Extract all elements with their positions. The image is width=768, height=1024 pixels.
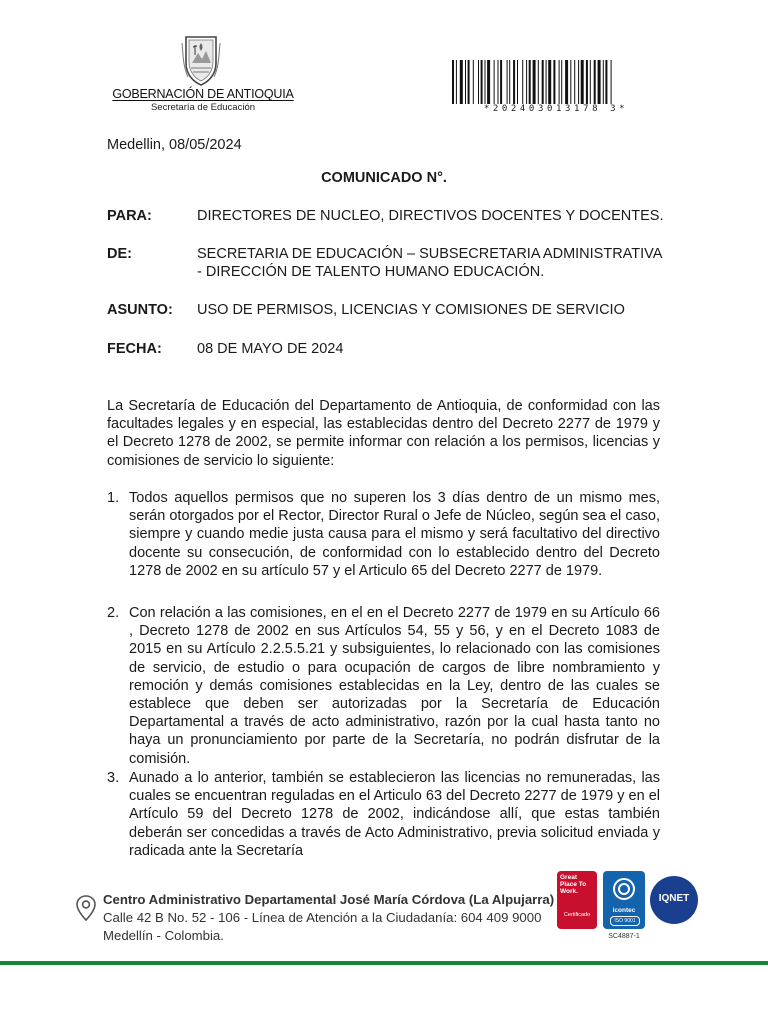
footer-line-2: Calle 42 B No. 52 - 106 - Línea de Atención a la Ciudadanía: 604 409 9000 [103, 910, 542, 925]
barcode-bar [546, 60, 547, 104]
footer-line-3: Medellín - Colombia. [103, 928, 224, 943]
barcode-bar [465, 60, 466, 104]
barcode-bar [498, 60, 499, 104]
field-value-para: DIRECTORES DE NUCLEO, DIRECTIVOS DOCENTES Y DOCENTES. [197, 208, 664, 224]
field-value-fecha: 08 DE MAYO DE 2024 [197, 341, 344, 357]
great-place-to-work-badge [557, 871, 597, 929]
barcode-bar [570, 60, 571, 104]
barcode-bar [578, 60, 579, 104]
organization-name: GOBERNACIÓN DE ANTIOQUIA [112, 87, 294, 101]
barcode-bar [565, 60, 568, 104]
barcode-bar [522, 60, 523, 104]
field-label-de: DE: [107, 246, 132, 262]
field-value-de: SECRETARIA DE EDUCACIÓN – SUBSECRETARIA ADMINISTRATIVA - DIRECCIÓN DE TALENTO HUMANO EDUCACIÓN. [197, 246, 662, 281]
barcode-bar [478, 60, 479, 104]
barcode-number: *202403013178 3* [483, 104, 629, 114]
footer-divider [0, 961, 768, 965]
intro-paragraph: La Secretaría de Educación del Departamento de Antioquia, de conformidad con las facultades legales y en especial, las establecidas dentro del Decreto 2277 de 1979 y el Decreto 1278 de 2002, se permite informar con relación a los permisos, licencias y comisiones de servicio lo siguiente: [107, 398, 660, 469]
barcode-bar [538, 60, 539, 104]
barcode [452, 60, 660, 104]
barcode-bar [581, 60, 584, 104]
list-item: Con relación a las comisiones, en el en el Decreto 2277 de 1979 en su Artículo 66 , Decreto 1278 de 2002 en sus Artículos 54, 55 y 56, y en el Decreto 1083 de 2015 en su Artículo 2.2.5.5.21 y subsiguientes, lo relacionado con las comisiones de servicio, de estudio o para ocupación de cargos de libre nombramiento y remoción y demás comisiones establecidas en la Ley, dentro de las cuales se establece que deben ser autorizadas por la Secretaría de Educación Departamental a través de acto administrativo, razón por la cual hasta tanto no haya un pronunciamiento por parte de la Secretaría, no podrán disfrutar de la comisión. [129, 605, 660, 767]
field-value-asunto: USO DE PERMISOS, LICENCIAS Y COMISIONES DE SERVICIO [197, 302, 625, 318]
iso-label: ISO 9001 [610, 916, 640, 926]
item-number: 2. [107, 605, 120, 621]
certificate-code: SC4887-1 [608, 933, 640, 940]
field-label-fecha: FECHA: [107, 341, 162, 357]
icontec-label: icontec [612, 907, 636, 914]
barcode-bar [494, 60, 495, 104]
field-label-asunto: ASUNTO: [107, 302, 173, 318]
barcode-bar [460, 60, 463, 104]
barcode-bar [513, 60, 515, 104]
barcode-bar [561, 60, 562, 104]
barcode-bar [586, 60, 588, 104]
list-item: Todos aquellos permisos que no superen los 3 días dentro de un mismo mes, serán otorgados por el Rector, Director Rural o Jefe de Núcleo, según sea el caso, siempre y cuando medie justa causa para el mismo y será facultativo del directivo docente su consecución, de conformidad con lo establecido dentro del Decreto 1278 de 2002 en su artículo 57 y el Articulo 65 del Decreto 2277 de 1979. [129, 490, 660, 579]
barcode-bar [611, 60, 612, 104]
footer-address [103, 891, 554, 945]
barcode-bar [507, 60, 508, 104]
organization-subtitle: Secretaría de Educación [150, 102, 256, 113]
barcode-bar [526, 60, 527, 104]
barcode-bar [485, 60, 486, 104]
antioquia-coat-of-arms-icon [180, 33, 222, 87]
barcode-bar [456, 60, 457, 104]
barcode-bar [481, 60, 483, 104]
barcode-bar [500, 60, 502, 104]
document-title: COMUNICADO N°. [321, 170, 447, 186]
footer-line-1: Centro Administrativo Departamental José María Córdova (La Alpujarra) [103, 892, 555, 907]
barcode-bar [517, 60, 518, 104]
gptw-label: Great Place To Work. [560, 874, 587, 895]
barcode-bar [559, 60, 560, 104]
barcode-bar [605, 60, 607, 104]
barcode-bar [509, 60, 510, 104]
place-date: Medellin, 08/05/2024 [107, 137, 242, 153]
barcode-bar [548, 60, 551, 104]
iqnet-label: IQNET [658, 893, 690, 904]
field-label-para: PARA: [107, 208, 152, 224]
barcode-bar [487, 60, 490, 104]
list-item: Aunado a lo anterior, también se establecieron las licencias no remuneradas, las cuales se encuentran reguladas en el Articulo 63 del Decreto 2277 de 1979 y en el Artículo 59 del Decreto 1278 de 2002, indicándose allí, que estas también deberán ser concedidas a través de Acto Administrativo, previa solicitud enviada y radicada ante la Secretaría [129, 770, 660, 859]
barcode-bar [468, 60, 470, 104]
icontec-badge [603, 871, 645, 929]
iqnet-badge [650, 876, 698, 924]
barcode-bar [452, 60, 454, 104]
barcode-bar [574, 60, 575, 104]
location-pin-icon [75, 894, 97, 922]
barcode-bar [590, 60, 591, 104]
icontec-logo-icon [612, 877, 636, 901]
barcode-bar [542, 60, 544, 104]
barcode-bar [529, 60, 531, 104]
barcode-bar [598, 60, 601, 104]
barcode-bar [553, 60, 555, 104]
barcode-bar [594, 60, 596, 104]
barcode-bar [603, 60, 604, 104]
gptw-certified-label: Certificado [563, 912, 591, 918]
item-number: 3. [107, 770, 120, 786]
barcode-bar [473, 60, 474, 104]
item-number: 1. [107, 490, 120, 506]
barcode-bar [533, 60, 536, 104]
